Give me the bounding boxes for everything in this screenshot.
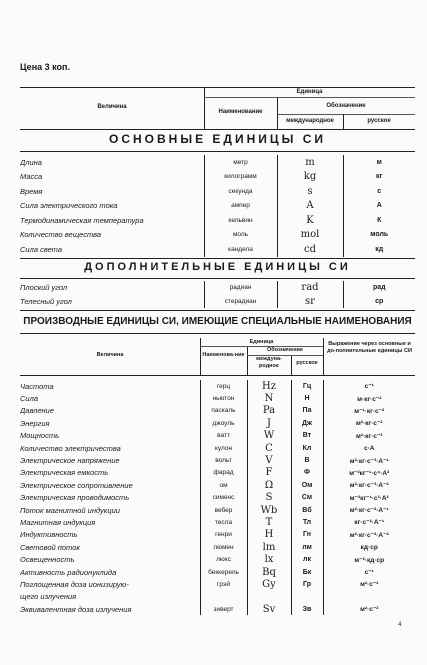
table-row	[20, 504, 415, 516]
quantity-cell: Энергия	[20, 418, 50, 428]
quantity-cell: Плоский угол	[20, 283, 68, 293]
international-symbol-cell: Sv	[247, 603, 291, 615]
russian-symbol-cell: рад	[343, 281, 415, 295]
quantity-cell: Давление	[20, 406, 54, 416]
unit-name-cell: генри	[200, 529, 247, 541]
international-symbol-cell: N	[247, 392, 291, 404]
basic-units-table	[20, 155, 415, 257]
expression-cell: м²·кг·с⁻³	[323, 430, 415, 442]
unit-name-cell: ньютон	[200, 392, 247, 404]
international-symbol-cell: s	[277, 184, 343, 199]
russian-symbol-cell	[291, 591, 323, 603]
unit-name-cell: моль	[204, 228, 277, 243]
unit-name-cell: сименс	[200, 492, 247, 504]
unit-name-cell: герц	[200, 380, 247, 392]
table-row	[20, 442, 415, 454]
quantity-cell: Магнитная индукция	[20, 517, 96, 527]
expression-cell: кг·с⁻²·А⁻¹	[323, 516, 415, 528]
quantity-cell: Термодинамическая температура	[20, 215, 144, 225]
rule	[20, 278, 415, 279]
rule	[204, 97, 415, 98]
international-symbol-cell: lx	[247, 553, 291, 565]
russian-symbol-cell: м	[343, 155, 415, 170]
header-unit: Единица	[296, 89, 323, 95]
table-row	[20, 213, 415, 228]
unit-name-cell: килограмм	[204, 170, 277, 185]
unit-name-cell: радиан	[204, 281, 277, 295]
quantity-cell: Сила электрического тока	[20, 201, 118, 211]
expression-cell: м²·кг·с⁻²	[323, 417, 415, 429]
table-row	[20, 566, 415, 578]
unit-name-cell: фарад	[200, 467, 247, 479]
table-row	[20, 170, 415, 185]
rule	[20, 310, 415, 311]
quantity-cell: Сила света	[20, 244, 62, 254]
section-title-additional: ДОПОЛНИТЕЛЬНЫЕ ЕДИНИЦЫ СИ	[84, 261, 351, 273]
quantity-cell: Освещенность	[20, 555, 75, 565]
unit-name-cell: вольт	[200, 454, 247, 466]
russian-symbol-cell: Гр	[291, 578, 323, 590]
price-label: Цена 3 коп.	[20, 62, 70, 72]
table-row	[20, 281, 415, 295]
russian-symbol-cell: ср	[343, 295, 415, 309]
expression-cell: м²·кг·с⁻²·А⁻²	[323, 529, 415, 541]
table-row	[20, 591, 415, 603]
unit-name-cell: беккерель	[200, 566, 247, 578]
header2-expression: Выражение через основные и до-полнительные единицы СИ	[327, 341, 412, 354]
unit-name-cell: ватт	[200, 430, 247, 442]
unit-name-cell: тесла	[200, 516, 247, 528]
international-symbol-cell: cd	[277, 242, 343, 257]
expression-cell: с⁻¹	[323, 380, 415, 392]
russian-symbol-cell: лм	[291, 541, 323, 553]
quantity-cell: Электрическая емкость	[20, 468, 109, 478]
unit-name-cell: секунда	[204, 184, 277, 199]
rule	[20, 333, 415, 334]
table-row	[20, 467, 415, 479]
russian-symbol-cell: См	[291, 492, 323, 504]
expression-cell: м²·кг·с⁻³·А⁻¹	[323, 454, 415, 466]
russian-symbol-cell: Вт	[291, 430, 323, 442]
header-name: Наименование	[218, 109, 263, 115]
unit-name-cell: зиверт	[200, 603, 247, 615]
header2-russian: русское	[296, 360, 318, 366]
russian-symbol-cell: Дж	[291, 417, 323, 429]
table-row	[20, 492, 415, 504]
unit-name-cell: метр	[204, 155, 277, 170]
table-row	[20, 380, 415, 392]
russian-symbol-cell: Гн	[291, 529, 323, 541]
international-symbol-cell: Hz	[247, 380, 291, 392]
expression-cell: м⁻²кг⁻¹·с⁴·А²	[323, 467, 415, 479]
russian-symbol-cell: Вб	[291, 504, 323, 516]
international-symbol-cell	[247, 591, 291, 603]
quantity-cell: Сила	[20, 394, 38, 404]
international-symbol-cell: K	[277, 213, 343, 228]
rule	[277, 114, 415, 115]
rule	[20, 87, 415, 88]
international-symbol-cell: Gy	[247, 578, 291, 590]
quantity-cell: Мощность	[20, 431, 60, 441]
header2-international: междуна-родное	[256, 356, 282, 369]
expression-cell: м⁻²·кд·ср	[323, 553, 415, 565]
expression-cell: м²·кг·с⁻³·А⁻²	[323, 479, 415, 491]
quantity-cell: Количество вещества	[20, 230, 102, 240]
header-russian: русское	[367, 118, 391, 124]
header2-designation: Обозначение	[267, 347, 303, 353]
table-row	[20, 479, 415, 491]
quantity-cell: Индуктивность	[20, 530, 78, 540]
quantity-cell: Эквивалентная доза излучения	[20, 604, 132, 614]
unit-name-cell: кулон	[200, 442, 247, 454]
quantity-cell: Поток магнитной индукции	[20, 505, 120, 515]
russian-symbol-cell: К	[343, 213, 415, 228]
table-row	[20, 405, 415, 417]
unit-name-cell: люмен	[200, 541, 247, 553]
international-symbol-cell: lm	[247, 541, 291, 553]
quantity-cell: Длина	[20, 157, 42, 167]
international-symbol-cell: H	[247, 529, 291, 541]
expression-cell: с·А	[323, 442, 415, 454]
header2-unit: Единица	[249, 339, 274, 345]
unit-name-cell	[200, 591, 247, 603]
rule	[277, 97, 278, 129]
quantity-cell: Телесный угол	[20, 296, 72, 306]
table-row	[20, 454, 415, 466]
quantity-cell: щего излучения	[20, 592, 77, 602]
table-row	[20, 541, 415, 553]
table-row	[20, 295, 415, 309]
table-row	[20, 578, 415, 590]
international-symbol-cell: F	[247, 467, 291, 479]
international-symbol-cell: C	[247, 442, 291, 454]
expression-cell: м·кг·с⁻²	[323, 392, 415, 404]
international-symbol-cell: mol	[277, 228, 343, 243]
russian-symbol-cell: кг	[343, 170, 415, 185]
quantity-cell: Электрическая проводимость	[20, 493, 130, 503]
unit-name-cell: кельвин	[204, 213, 277, 228]
international-symbol-cell: S	[247, 492, 291, 504]
quantity-cell: Количество электричества	[20, 443, 121, 453]
quantity-cell: Активность радионуклида	[20, 567, 117, 577]
table-row	[20, 199, 415, 214]
table-row	[20, 242, 415, 257]
international-symbol-cell: W	[247, 430, 291, 442]
quantity-cell: Электрическое сопротивление	[20, 480, 133, 490]
expression-cell: м⁻²кг⁻¹·с³·А²	[323, 492, 415, 504]
unit-name-cell: ампер	[204, 199, 277, 214]
section-title-basic: ОСНОВНЫЕ ЕДИНИЦЫ СИ	[108, 132, 327, 146]
international-symbol-cell: J	[247, 417, 291, 429]
unit-name-cell: паскаль	[200, 405, 247, 417]
international-symbol-cell: rad	[277, 281, 343, 295]
quantity-cell: Световой поток	[20, 542, 80, 552]
expression-cell: м²·кг·с⁻²·А⁻¹	[323, 504, 415, 516]
table-row	[20, 603, 415, 615]
expression-cell: кд·ср	[323, 541, 415, 553]
table-row	[20, 155, 415, 170]
russian-symbol-cell: Тл	[291, 516, 323, 528]
international-symbol-cell: V	[247, 454, 291, 466]
russian-symbol-cell: моль	[343, 228, 415, 243]
header-designation: Обозначение	[326, 103, 366, 109]
table-row	[20, 228, 415, 243]
quantity-cell: Поглощенная доза ионизирую-	[20, 579, 129, 589]
rule	[20, 258, 415, 259]
table-row	[20, 553, 415, 565]
russian-symbol-cell: Бк	[291, 566, 323, 578]
unit-name-cell: ом	[200, 479, 247, 491]
international-symbol-cell: A	[277, 199, 343, 214]
international-symbol-cell: T	[247, 516, 291, 528]
header-international: международное	[286, 118, 334, 124]
table-row	[20, 529, 415, 541]
section-title-derived: ПРОИЗВОДНЫЕ ЕДИНИЦЫ СИ, ИМЕЮЩИЕ СПЕЦИАЛЬНЫЕ НАИМЕНОВАНИЯ	[23, 316, 412, 327]
table-row	[20, 184, 415, 199]
table-row	[20, 417, 415, 429]
unit-name-cell: вебер	[200, 504, 247, 516]
derived-units-table	[20, 380, 415, 615]
international-symbol-cell: Bq	[247, 566, 291, 578]
russian-symbol-cell: Н	[291, 392, 323, 404]
derived-units-body	[20, 380, 415, 615]
international-symbol-cell: Wb	[247, 504, 291, 516]
international-symbol-cell: Ω	[247, 479, 291, 491]
table-row	[20, 392, 415, 404]
expression-cell	[323, 591, 415, 603]
expression-cell: м²·с⁻²	[323, 578, 415, 590]
russian-symbol-cell: Ом	[291, 479, 323, 491]
additional-units-table	[20, 281, 415, 308]
unit-name-cell: люкс	[200, 553, 247, 565]
international-symbol-cell: sr	[277, 295, 343, 309]
russian-symbol-cell: Па	[291, 405, 323, 417]
unit-name-cell: кандела	[204, 242, 277, 257]
unit-name-cell: грэй	[200, 578, 247, 590]
rule	[20, 375, 415, 376]
quantity-cell: Электрическое напряжение	[20, 456, 120, 466]
header2-quantity: Величина	[96, 352, 124, 358]
header-quantity: Величина	[97, 104, 127, 110]
unit-name-cell: стерадиан	[204, 295, 277, 309]
quantity-cell: Частота	[20, 381, 54, 391]
rule	[20, 151, 415, 152]
russian-symbol-cell: лк	[291, 553, 323, 565]
international-symbol-cell: Pa	[247, 405, 291, 417]
russian-symbol-cell: кд	[343, 242, 415, 257]
table-row	[20, 430, 415, 442]
unit-name-cell: джоуль	[200, 417, 247, 429]
rule	[20, 129, 415, 130]
russian-symbol-cell: с	[343, 184, 415, 199]
russian-symbol-cell: Кл	[291, 442, 323, 454]
russian-symbol-cell: Ф	[291, 467, 323, 479]
russian-symbol-cell: Гц	[291, 380, 323, 392]
additional-units-body	[20, 281, 415, 308]
russian-symbol-cell: А	[343, 199, 415, 214]
russian-symbol-cell: Зв	[291, 603, 323, 615]
expression-cell: м²·с⁻²	[323, 603, 415, 615]
header2-name: Наименова-ние	[202, 352, 245, 358]
expression-cell: м⁻¹·кг·с⁻²	[323, 405, 415, 417]
international-symbol-cell: m	[277, 155, 343, 170]
quantity-cell: Время	[20, 186, 43, 196]
russian-symbol-cell: В	[291, 454, 323, 466]
table-row	[20, 516, 415, 528]
expression-cell: с⁻¹	[323, 566, 415, 578]
international-symbol-cell: kg	[277, 170, 343, 185]
page-number: 4	[398, 622, 402, 628]
basic-units-body	[20, 155, 415, 257]
quantity-cell: Масса	[20, 172, 43, 182]
